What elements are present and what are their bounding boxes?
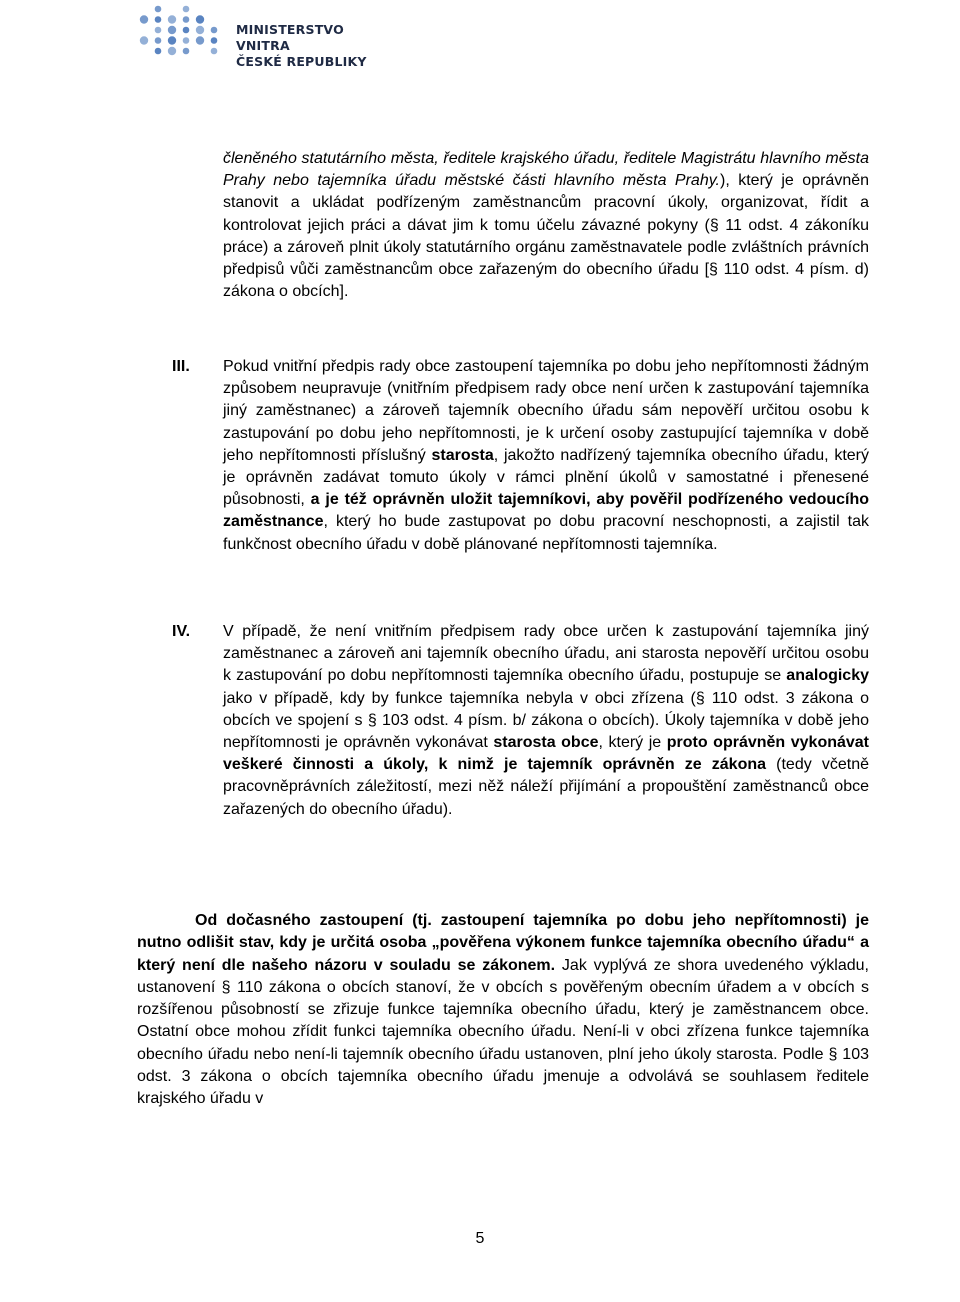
item-4-t4: (tedy včetně pracovněprávních záležitostí, mezi něž náleží přijímání a propouštění zaměstnanců obce zařazených do obecního úřadu). (223, 756, 869, 818)
item-2-text: ), který je oprávněn stanovit a ukládat podřízeným zaměstnancům pracovní úkoly, organizovat, řídit a kontrolovat jejich práci a dávat jim k tomu účelu závazné pokyny (§ 11 odst. 4 zákoníku práce) a zároveň plnit úkoly statutárního orgánu zaměstnavatele podle zvláštních právních předpisů vůči zaměstnancům obce zařazeným do obecního úřadu [§ 110 odst. 4 písm. d) zákona o obcích]. (223, 172, 870, 301)
logo-dot (196, 36, 204, 44)
ministry-logo (136, 2, 376, 69)
logo-dot (155, 16, 162, 23)
logo-dot (155, 6, 162, 13)
logo-text (236, 22, 376, 70)
logo-line-2: ČESKÉ REPUBLIKY (236, 54, 367, 69)
item-3-numeral: III. (172, 358, 190, 375)
final-paragraph (137, 910, 869, 1111)
item-2-continuation (223, 148, 869, 303)
logo-dot (183, 48, 190, 55)
item-3-text (223, 356, 869, 556)
item-4-t1: V případě, že není vnitřním předpisem rady obce určen k zastupování tajemníka jiný zaměstnanec a zároveň ani tajemník obecního úřadu, ani starosta nepověří určitou osobu k zastupování po dobu nepřítomnosti tajemníka obecního úřadu, postupuje se (223, 623, 869, 685)
item-3-b1: starosta (431, 446, 494, 464)
item-4-numeral: IV. (172, 623, 191, 640)
logo-dot (183, 16, 190, 23)
logo-dot (183, 27, 190, 34)
logo-dot (183, 37, 190, 44)
logo-dot (168, 26, 176, 34)
logo-dot (183, 6, 190, 13)
ministry-dots-logo-icon (136, 2, 228, 58)
logo-line-1: MINISTERSTVO VNITRA (236, 22, 344, 53)
logo-dot (155, 37, 162, 44)
final-bold: Od dočasného zastoupení (tj. zastoupení tajemníka po dobu jeho nepřítomnosti) je nutno odlišit stav, kdy je určitá osoba „pověřena výkonem funkce tajemníka obecního úřadu“ a který není dle našeho názoru v souladu se zákonem. (137, 912, 869, 974)
logo-dot (168, 15, 176, 23)
item-4-t2: jako v případě, kdy by funkce tajemníka nebyla v obci zřízena (§ 110 odst. 3 zákona o obcích ve spojení s § 103 odst. 4 písm. b/ zákona o obcích). Úkoly tajemníka v době jeho nepřítomnosti je oprávněn vykonávat (223, 689, 869, 752)
item-4-t3: , který je (598, 734, 667, 752)
logo-dot (211, 37, 218, 44)
item-3-t1: Pokud vnitřní předpis rady obce zastoupení tajemníka po dobu jeho nepřítomnosti žádným způsobem neupravuje (vnitřním předpisem rady obce není určen k zastupování tajemníka jiný zaměstnanec) a zároveň tajemník obecního úřadu sám nepověří určitou osobu k zastupování po dobu jeho nepřítomnosti, je k určení osoby zastupující tajemníka v době jeho nepřítomnosti příslušný (223, 358, 869, 464)
item-4-b1: analogicky (786, 667, 869, 685)
logo-dot (168, 36, 176, 44)
logo-dot (196, 15, 204, 23)
item-3-t3: , který ho bude zastupovat po dobu pracovní neschopnosti, a zajistil tak funkčnost obecního úřadu v době plánované nepřítomnosti tajemníka. (223, 513, 869, 553)
item-4-b2: starosta obce (493, 734, 599, 752)
logo-dot (196, 26, 204, 34)
logo-dot (155, 48, 162, 55)
logo-dot (211, 27, 218, 34)
logo-dot (140, 36, 148, 44)
item-4-b3: proto oprávněn vykonávat veškeré činnosti a úkoly, k nimž je tajemník oprávněn ze zákona (223, 734, 870, 774)
item-2-italic: členěného statutárního města, ředitele krajského úřadu, ředitele Magistrátu hlavního města Prahy nebo tajemníka úřadu městské části hlavního města Prahy. (223, 150, 869, 190)
logo-dot (211, 48, 218, 55)
item-3-b2: a je též oprávněn uložit tajemníkovi, aby pověřil podřízeného vedoucího zaměstnance (223, 491, 869, 531)
item-3-t2: , jakožto nadřízený tajemníka obecního úřadu, který je oprávněn zadávat tomuto úkoly v rámci plnění úkolů v samostatné i přenesené působnosti, (223, 446, 870, 509)
item-4-text (223, 621, 869, 821)
logo-dot (140, 15, 148, 23)
logo-dot (155, 27, 162, 34)
final-text: Jak vyplývá ze shora uvedeného výkladu, ustanovení § 110 zákona o obcích stanoví, že v obcích s pověřeným obecním úřadem a v obcích s rozšířenou působností se zřizuje funkce tajemníka obecního úřadu, který je zaměstnancem obce. Ostatní obce mohou zřídit funkci tajemníka obecního úřadu. Není-li v obci zřízena funkce tajemníka obecního úřadu nebo není-li tajemník obecního úřadu ustanoven, plní jeho úkoly starosta. Podle § 103 odst. 3 zákona o obcích tajemníka obecního úřadu jmenuje a odvolává se souhlasem ředitele krajského úřadu v (137, 956, 869, 1108)
logo-dot (168, 47, 176, 55)
page-number: 5 (475, 1230, 485, 1247)
